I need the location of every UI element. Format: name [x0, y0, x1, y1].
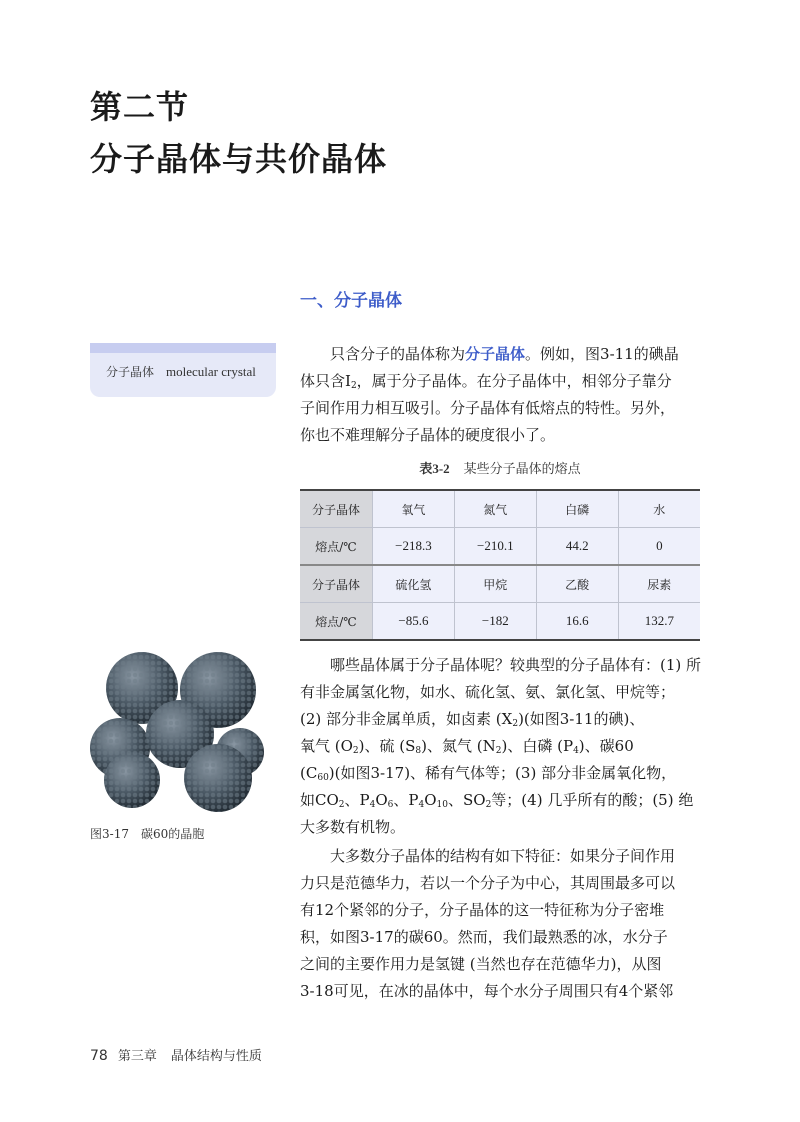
side-note-box [90, 343, 276, 397]
paragraph-line: 积，如图3-17的碳60。然而，我们最熟悉的冰，水分子 [300, 928, 668, 946]
table-row [300, 490, 700, 528]
term-english: molecular crystal [166, 364, 256, 379]
melting-point-table [300, 489, 700, 641]
paragraph-definition [300, 341, 700, 449]
table-cell: 硫化氢 [373, 565, 455, 603]
table-cell: 尿素 [618, 565, 700, 603]
table-row [300, 565, 700, 603]
table-header-cell: 分子晶体 [300, 490, 373, 528]
table-cell: 甲烷 [454, 565, 536, 603]
table-cell: 132.7 [618, 603, 700, 641]
table-header-cell: 熔点/℃ [300, 528, 373, 566]
table-cell: 水 [618, 490, 700, 528]
paragraph-line: $(C_{60})$(如图3-17)、稀有气体等；(3) 部分非金属氧化物， [300, 764, 677, 783]
table-header-cell: 分子晶体 [300, 565, 373, 603]
page-footer [90, 1045, 262, 1064]
table-cell: 氧气 [373, 490, 455, 528]
table-cell: 白磷 [536, 490, 618, 528]
paragraph-line: 你也不难理解分子晶体的硬度很小了。 [300, 426, 556, 444]
paragraph-line: 3-18可见，在冰的晶体中，每个水分子周围只有4个紧邻 [300, 982, 674, 1000]
c60-unit-cell-image [90, 648, 266, 816]
table-cell: 16.6 [536, 603, 618, 641]
paragraph-line: 子间作用力相互吸引。分子晶体有低熔点的特性。另外， [300, 399, 676, 417]
table-row [300, 603, 700, 641]
paragraph-line: 之间的主要作用力是氢键 (当然也存在范德华力)，从图 [300, 955, 662, 973]
table-number: 表3-2 [419, 461, 450, 476]
side-note-bar [90, 343, 276, 353]
c60-molecule-cluster [90, 652, 264, 812]
table-row [300, 528, 700, 566]
table-title: 某些分子晶体的熔点 [463, 462, 581, 477]
figure-caption: 图3-17 碳60的晶胞 [90, 827, 205, 841]
page-number: 78 [90, 1048, 108, 1064]
table-cell: 氮气 [454, 490, 536, 528]
chapter-label: 第三章 [117, 1049, 157, 1064]
paragraph-line: (2) 部分非金属单质，如卤素 $(X_2)$(如图3-11的碘)、 [300, 710, 645, 729]
side-note-text [90, 353, 276, 380]
paragraph-line: 有非金属氢化物，如水、硫化氢、氨、氯化氢、甲烷等； [300, 683, 676, 701]
paragraph-structure [300, 843, 700, 1005]
paragraph-line: 力只是范德华力，若以一个分子为中心，其周围最多可以 [300, 874, 676, 892]
paragraph-line: 氧气 $(O_2)$、硫 $(S_8)$、氮气 $(N_2)$、白磷 $(P_4)$、碳60 [300, 737, 634, 756]
table-caption [300, 458, 700, 477]
table-cell: 44.2 [536, 528, 618, 566]
table-header-cell: 熔点/℃ [300, 603, 373, 641]
section-number-title: 第二节 [90, 88, 190, 126]
paragraph-line: 体只含$I_2$，属于分子晶体。在分子晶体中，相邻分子靠分 [300, 372, 672, 391]
table-cell: 0 [618, 528, 700, 566]
table-cell: −218.3 [373, 528, 455, 566]
paragraph-line: 只含分子的晶体称为分子晶体。例如，图3-11的碘晶 [330, 345, 679, 363]
paragraph-line: 有12个紧邻的分子，分子晶体的这一特征称为分子密堆 [300, 901, 665, 919]
paragraph-line: 哪些晶体属于分子晶体呢？较典型的分子晶体有：(1) 所 [330, 656, 702, 674]
subsection-heading: 一、分子晶体 [300, 291, 402, 311]
table-cell: 乙酸 [536, 565, 618, 603]
term-chinese: 分子晶体 [106, 365, 155, 379]
chapter-title: 晶体结构与性质 [170, 1049, 262, 1064]
paragraph-line: 大多数有机物。 [300, 818, 406, 836]
section-title: 分子晶体与共价晶体 [90, 140, 388, 178]
highlight-term: 分子晶体 [465, 345, 526, 363]
paragraph-line: 如$CO_2$、$P_4O_6$、$P_4O_{10}$、$SO_2$等；(4) 几乎所有的酸；(5) 绝 [300, 791, 694, 810]
table-cell: −85.6 [373, 603, 455, 641]
table-cell: −210.1 [454, 528, 536, 566]
paragraph-examples [300, 652, 700, 841]
paragraph-line: 大多数分子晶体的结构有如下特征：如果分子间作用 [330, 847, 676, 865]
table-cell: −182 [454, 603, 536, 641]
